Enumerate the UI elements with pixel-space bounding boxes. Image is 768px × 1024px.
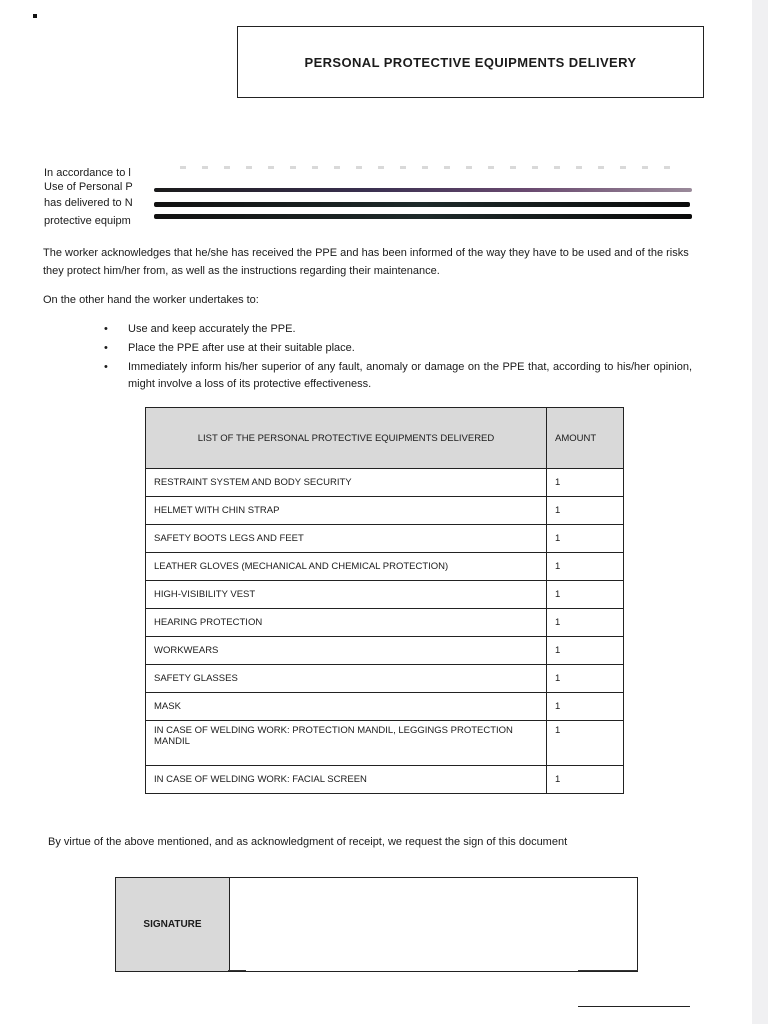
table-row bbox=[146, 609, 624, 637]
amount-cell: 1 bbox=[547, 693, 624, 721]
signature-box bbox=[115, 877, 638, 972]
amount-cell: 1 bbox=[547, 609, 624, 637]
item-cell: SAFETY GLASSES bbox=[146, 665, 547, 693]
amount-cell: 1 bbox=[547, 665, 624, 693]
signature-line bbox=[228, 970, 246, 971]
table-row bbox=[146, 665, 624, 693]
amount-cell: 1 bbox=[547, 497, 624, 525]
signature-label: SIGNATURE bbox=[116, 878, 230, 971]
item-cell: HEARING PROTECTION bbox=[146, 609, 547, 637]
table-row bbox=[146, 693, 624, 721]
item-cell: IN CASE OF WELDING WORK: FACIAL SCREEN bbox=[146, 766, 547, 794]
table-row bbox=[146, 637, 624, 665]
column-header-item: LIST OF THE PERSONAL PROTECTIVE EQUIPMENTS DELIVERED bbox=[146, 408, 547, 469]
redaction-bar bbox=[154, 214, 692, 219]
obligations-list bbox=[104, 321, 692, 395]
closing-statement: By virtue of the above mentioned, and as acknowledgment of receipt, we request the sign of this document bbox=[48, 836, 568, 848]
redaction-artifact bbox=[180, 166, 680, 169]
table-row bbox=[146, 721, 624, 766]
item-cell: LEATHER GLOVES (MECHANICAL AND CHEMICAL PROTECTION) bbox=[146, 553, 547, 581]
page-edge bbox=[752, 0, 768, 1024]
amount-cell: 1 bbox=[547, 637, 624, 665]
undertakes-paragraph: On the other hand the worker undertakes to: bbox=[43, 294, 259, 306]
amount-cell: 1 bbox=[547, 581, 624, 609]
item-cell: RESTRAINT SYSTEM AND BODY SECURITY bbox=[146, 469, 547, 497]
table-row bbox=[146, 525, 624, 553]
table-row bbox=[146, 553, 624, 581]
amount-cell: 1 bbox=[547, 766, 624, 794]
list-item: • Immediately inform his/her superior of any fault, anomaly or damage on the PPE that, according to his/her opinion, might involve a loss of its protective effectiveness. bbox=[104, 359, 692, 393]
amount-cell: 1 bbox=[547, 469, 624, 497]
item-cell: HELMET WITH CHIN STRAP bbox=[146, 497, 547, 525]
intro-line-3: has delivered to N bbox=[44, 197, 133, 209]
amount-cell: 1 bbox=[547, 553, 624, 581]
item-cell: HIGH-VISIBILITY VEST bbox=[146, 581, 547, 609]
date-line bbox=[578, 1006, 690, 1007]
corner-mark bbox=[33, 14, 37, 18]
intro-line-2: Use of Personal P bbox=[44, 181, 133, 193]
item-cell: SAFETY BOOTS LEGS AND FEET bbox=[146, 525, 547, 553]
table-row bbox=[146, 497, 624, 525]
list-item: • Use and keep accurately the PPE. bbox=[104, 321, 692, 338]
redaction-bar bbox=[154, 202, 690, 207]
amount-cell: 1 bbox=[547, 721, 624, 766]
acknowledge-paragraph: The worker acknowledges that he/she has received the PPE and has been informed of the way they have to be used and of the risks they protect him/her from, as well as the instructions regarding their maintenance. bbox=[43, 247, 689, 277]
item-cell: IN CASE OF WELDING WORK: PROTECTION MANDIL, LEGGINGS PROTECTION MANDIL bbox=[146, 721, 547, 766]
page-title: PERSONAL PROTECTIVE EQUIPMENTS DELIVERY bbox=[304, 54, 637, 70]
intro-line-4: protective equipm bbox=[44, 215, 131, 227]
list-item: • Place the PPE after use at their suitable place. bbox=[104, 340, 692, 357]
title-box bbox=[237, 26, 704, 98]
item-cell: WORKWEARS bbox=[146, 637, 547, 665]
item-cell: MASK bbox=[146, 693, 547, 721]
table-row bbox=[146, 766, 624, 794]
redaction-bar bbox=[154, 188, 692, 192]
signature-line bbox=[578, 970, 638, 971]
column-header-amount: AMOUNT bbox=[547, 408, 624, 469]
intro-line-1: In accordance to l bbox=[44, 167, 131, 179]
amount-cell: 1 bbox=[547, 525, 624, 553]
table-row bbox=[146, 469, 624, 497]
table-row bbox=[146, 581, 624, 609]
ppe-table bbox=[145, 407, 624, 794]
